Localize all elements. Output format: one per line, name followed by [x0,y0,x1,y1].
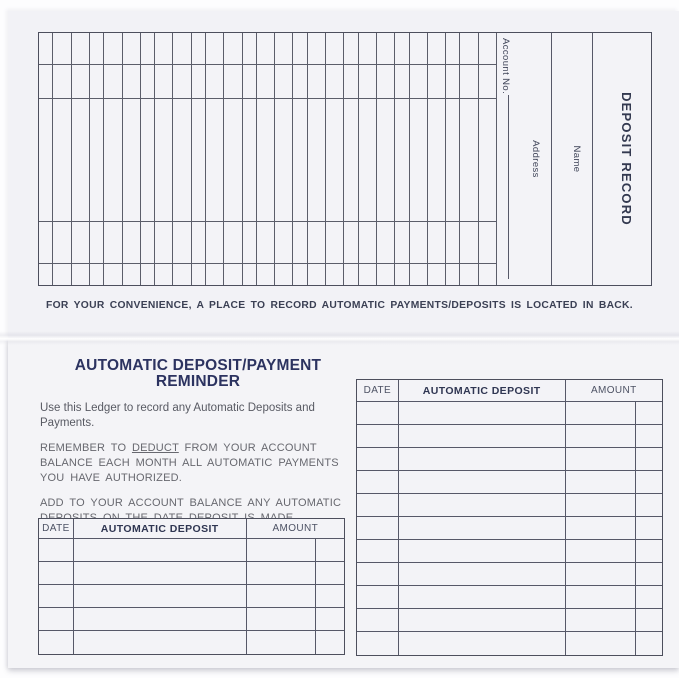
table-row [39,539,344,562]
blank-cell [74,585,247,607]
amount-cents-cell [316,562,344,584]
blank-cell [399,517,566,539]
name-label: Name [571,145,582,173]
ledger-column [39,33,53,285]
deposit-record-title: DEPOSIT RECORD [619,92,634,226]
blank-cell [566,402,637,424]
reminder-title [38,358,358,390]
date-column-header: DATE [357,380,399,401]
blank-cell [566,540,637,562]
table-row [357,563,662,586]
ledger-column [155,33,173,285]
blank-cell [357,517,399,539]
table-header-row [357,380,662,402]
table-row [357,632,662,655]
blank-cell [74,631,247,654]
instruction-paragraph-2: REMEMBER TO DEDUCT FROM YOUR ACCOUNT BALANCE EACH MONTH ALL AUTOMATIC PAYMENTS YOU HAVE AUTHORIZED. [40,442,339,484]
amount-cents-cell [636,494,662,516]
ledger-column [243,33,257,285]
table-row [357,540,662,563]
ledger-column [173,33,191,285]
instruction-paragraph-1: Use this Ledger to record any Automatic Deposits and Payments. [40,402,315,429]
ledger-column [410,33,428,285]
blank-cell [399,632,566,655]
blank-cell [566,517,637,539]
table-body [357,402,662,655]
blank-cell [566,494,637,516]
blank-cell [247,608,317,630]
ledger-column [224,33,242,285]
ledger-column [460,33,478,285]
blank-cell [74,539,247,561]
ledger-column [192,33,206,285]
ledger-column [53,33,71,285]
automatic-deposit-column-header: AUTOMATIC DEPOSIT [399,380,566,401]
ledger-column [104,33,122,285]
ledger-column [479,33,496,285]
blank-cell [357,448,399,470]
blank-cell [247,585,317,607]
ledger-column [428,33,446,285]
date-column-header: DATE [39,519,74,538]
account-no-label: Account No. [500,38,511,95]
blank-cell [399,448,566,470]
ledger-column [308,33,326,285]
ledger-column [344,33,358,285]
blank-cell [74,608,247,630]
amount-column-header: AMOUNT [272,523,319,534]
ledger-column [141,33,155,285]
deduct-underlined: DEDUCT [131,442,179,454]
ledger-column [206,33,224,285]
reminder-title-line1: AUTOMATIC DEPOSIT/PAYMENT [74,357,322,374]
blank-cell [399,586,566,608]
table-body [39,539,344,654]
ledger-column [257,33,275,285]
ledger-column [293,33,307,285]
grid-row-line [39,221,496,222]
amount-cents-cell [316,631,344,654]
blank-cell [399,494,566,516]
blank-cell [357,494,399,516]
ledger-column [359,33,377,285]
blank-cell [357,402,399,424]
auto-deposit-table-left [38,518,345,655]
blank-cell [399,471,566,493]
grid-row-line [39,98,496,99]
table-row [357,609,662,632]
table-row [357,425,662,448]
blank-cell [357,632,399,655]
ledger-column [395,33,409,285]
table-row [357,402,662,425]
blank-cell [566,586,637,608]
amount-cents-cell [636,586,662,608]
table-row [39,562,344,585]
blank-cell [566,632,637,655]
blank-cell [566,563,637,585]
amount-cents-cell [636,517,662,539]
deposit-record-header-panel [496,33,651,285]
amount-cents-cell [636,609,662,631]
blank-cell [39,585,74,607]
blank-cell [39,562,74,584]
blank-cell [357,586,399,608]
instruction-paragraph-3: ADD TO YOUR ACCOUNT BALANCE ANY AUTOMATIC [40,497,342,509]
amount-cents-cell [636,563,662,585]
reminder-instructions [40,401,344,536]
ledger-column [275,33,293,285]
blank-cell [566,471,637,493]
amount-cents-cell [636,402,662,424]
blank-cell [566,425,637,447]
amount-cents-cell [636,632,662,655]
ledger-column [90,33,104,285]
address-label: Address [530,140,541,178]
table-row [357,586,662,609]
table-row [357,448,662,471]
blank-cell [357,563,399,585]
ledger-column [72,33,90,285]
blank-cell [247,539,317,561]
automatic-deposit-column-header: AUTOMATIC DEPOSIT [74,519,247,538]
grid-row-line [39,64,496,65]
blank-cell [399,563,566,585]
blank-cell [399,540,566,562]
table-row [357,494,662,517]
blank-cell [39,631,74,654]
blank-cell [399,425,566,447]
blank-cell [247,631,317,654]
blank-cell [357,609,399,631]
table-row [39,631,344,654]
amount-cents-cell [316,608,344,630]
blank-cell [357,540,399,562]
blank-cell [566,448,637,470]
ledger-column [326,33,344,285]
ledger-column [446,33,460,285]
deposit-record-card [38,32,652,286]
amount-column-header: AMOUNT [590,385,637,396]
blank-cell [566,609,637,631]
amount-cents-cell [636,425,662,447]
deposit-entry-grid [39,33,496,285]
blank-cell [399,609,566,631]
convenience-note: FOR YOUR CONVENIENCE, A PLACE TO RECORD AUTOMATIC PAYMENTS/DEPOSITS IS LOCATED IN BACK. [46,300,633,311]
table-row [39,608,344,631]
ledger-column [123,33,141,285]
table-row [357,471,662,494]
blank-cell [39,608,74,630]
amount-cents-cell [636,448,662,470]
table-row [39,585,344,608]
name-fill-line [592,33,593,285]
reminder-title-line2: REMINDER [155,373,241,390]
account-no-fill-line [508,95,509,279]
amount-cents-cell [316,585,344,607]
blank-cell [247,562,317,584]
blank-cell [74,562,247,584]
table-header-row [39,519,344,539]
grid-row-line [39,263,496,264]
blank-cell [399,402,566,424]
address-fill-line [551,33,552,285]
blank-cell [357,425,399,447]
blank-cell [357,471,399,493]
table-row [357,517,662,540]
amount-cents-cell [316,539,344,561]
blank-cell [39,539,74,561]
amount-cents-cell [636,471,662,493]
amount-cents-cell [636,540,662,562]
auto-deposit-table-right [356,379,663,656]
ledger-column [377,33,395,285]
